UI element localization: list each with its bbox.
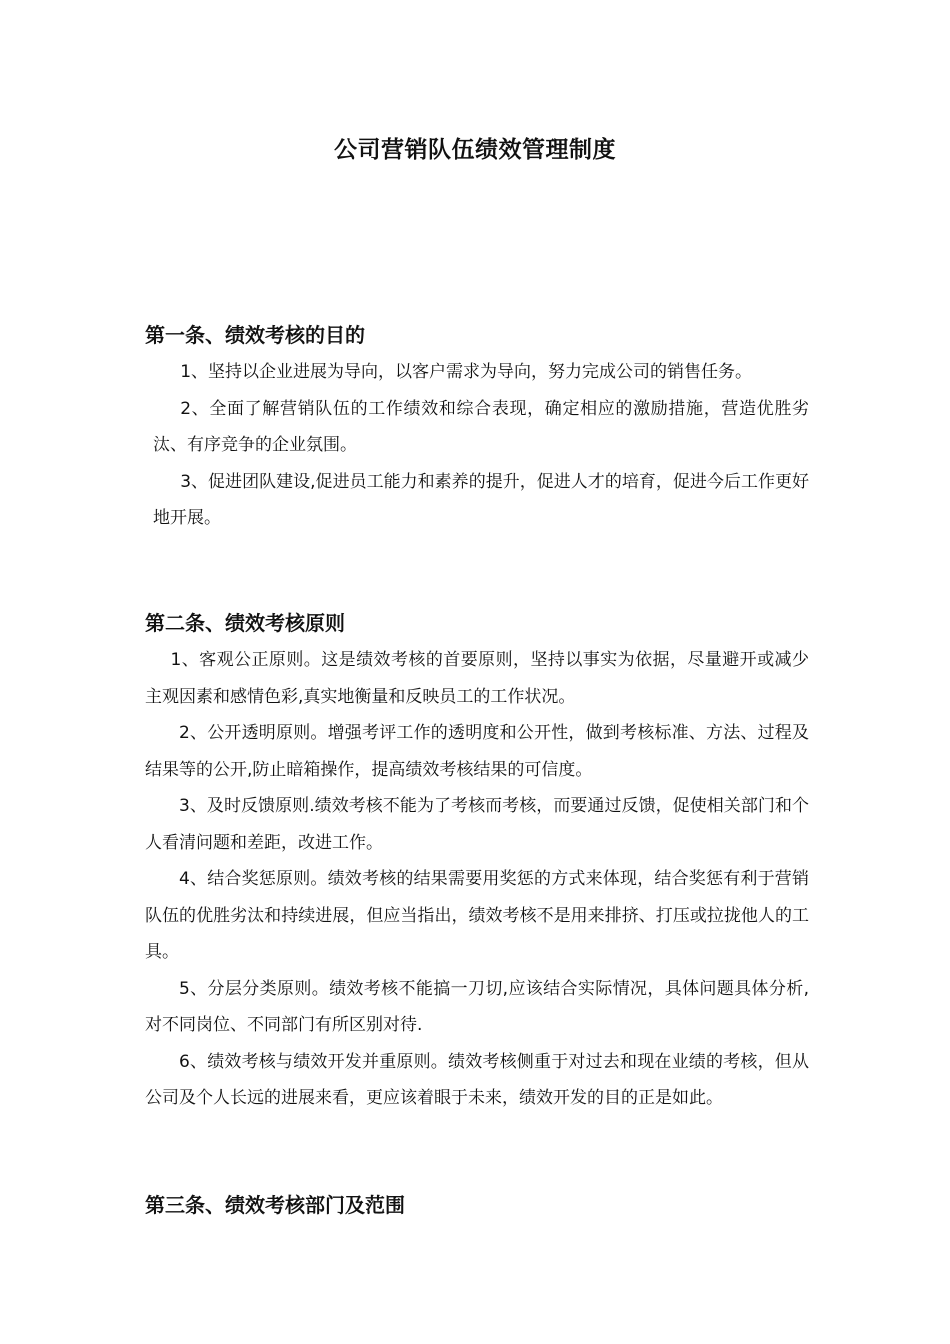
paragraph: 6、绩效考核与绩效开发并重原则。绩效考核侧重于对过去和现在业绩的考核，但从公司及个人长远的进展来看，更应该着眼于未来，绩效开发的目的正是如此。 [145,1051,809,1108]
section-1 [145,320,809,537]
paragraph: 5、分层分类原则。绩效考核不能搞一刀切,应该结合实际情况，具体问题具体分析,对不同岗位、不同部门有所区别对待. [145,978,809,1035]
paragraph: 1、坚持以企业进展为导向，以客户需求为导向，努力完成公司的销售任务。 [180,362,753,382]
paragraph: 4、结合奖惩原则。绩效考核的结果需要用奖惩的方式来体现，结合奖惩有利于营销队伍的优胜劣汰和持续进展，但应当指出，绩效考核不是用来排挤、打压或拉拢他人的工具。 [145,869,809,962]
paragraph: 1、客观公正原则。这是绩效考核的首要原则，坚持以事实为依据，尽量避开或减少主观因素和感情色彩,真实地衡量和反映员工的工作状况。 [145,650,809,707]
section-heading: 第二条、绩效考核原则 [145,611,345,635]
section-3 [145,1190,809,1224]
paragraph: 2、全面了解营销队伍的工作绩效和综合表现，确定相应的激励措施，营造优胜劣汰、有序竞争的企业氛围。 [153,398,809,455]
section-heading: 第一条、绩效考核的目的 [145,323,365,347]
section-2 [145,608,809,1117]
paragraph: 3、促进团队建设,促进员工能力和素养的提升，促进人才的培育，促进今后工作更好地开展。 [153,471,809,528]
section-heading: 第三条、绩效考核部门及范围 [145,1193,405,1217]
paragraph: 2、公开透明原则。增强考评工作的透明度和公开性，做到考核标准、方法、过程及结果等的公开,防止暗箱操作，提高绩效考核结果的可信度。 [145,723,809,780]
document-title: 公司营销队伍绩效管理制度 [334,137,616,163]
paragraph: 3、及时反馈原则.绩效考核不能为了考核而考核，而要通过反馈，促使相关部门和个人看清问题和差距，改进工作。 [145,796,809,853]
